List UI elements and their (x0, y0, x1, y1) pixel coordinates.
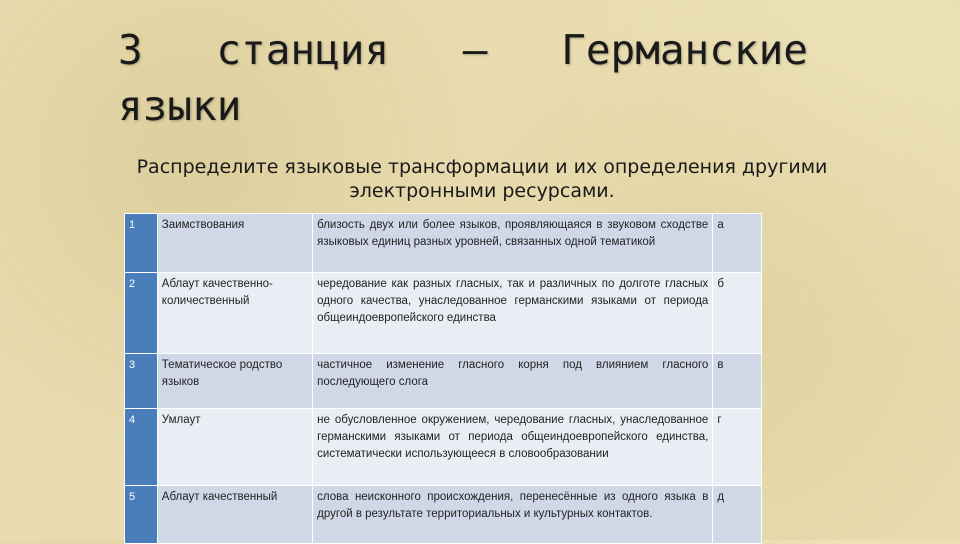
table-row (125, 354, 762, 409)
term-cell: Заимствования (157, 214, 312, 273)
title-line-2: языки (118, 82, 242, 130)
term-cell: Аблаут качественный (157, 486, 312, 544)
definition-cell: чередование как разных гласных, так и различных по долготе гласных одного качества, унаследованное германскими языками от периода общеиндоевропейского единства (313, 273, 713, 354)
definition-cell: слова неисконного происхождения, перенесённые из одного языка в другой в результате территориальных и культурных контактов. (313, 486, 713, 544)
letter-cell: а (713, 214, 762, 273)
definition-cell: близость двух или более языков, проявляющаяся в звуковом сходстве языковых единиц разных уровней, связанных одной тематикой (313, 214, 713, 273)
table-row (125, 409, 762, 486)
title-word: станция (216, 26, 390, 74)
row-number: 3 (125, 354, 158, 409)
letter-cell: г (713, 409, 762, 486)
row-number: 4 (125, 409, 158, 486)
term-cell: Тематическое родство языков (157, 354, 312, 409)
table-row (125, 273, 762, 354)
slide-title (118, 22, 808, 134)
row-number: 5 (125, 486, 158, 544)
matching-table (124, 213, 762, 544)
term-cell: Умлаут (157, 409, 312, 486)
title-word: 3 (118, 26, 143, 74)
table-row (125, 486, 762, 544)
slide-subtitle (118, 155, 846, 203)
title-word: Германские (561, 26, 808, 74)
title-line-1 (118, 22, 808, 78)
definition-cell: не обусловленное окружением, чередование гласных, унаследованное германскими языками от периода общеиндоевропейского единства, систематически использующееся в словообразовании (313, 409, 713, 486)
letter-cell: в (713, 354, 762, 409)
subtitle-line-1: Распределите языковые трансформации и их определения другими (136, 156, 828, 178)
subtitle-line-2: электронными ресурсами. (349, 180, 615, 202)
letter-cell: д (713, 486, 762, 544)
term-cell: Аблаут качественно-количественный (157, 273, 312, 354)
letter-cell: б (713, 273, 762, 354)
row-number: 2 (125, 273, 158, 354)
table-row (125, 214, 762, 273)
title-word: – (462, 26, 488, 74)
definition-cell: частичное изменение гласного корня под влиянием гласного последующего слога (313, 354, 713, 409)
row-number: 1 (125, 214, 158, 273)
